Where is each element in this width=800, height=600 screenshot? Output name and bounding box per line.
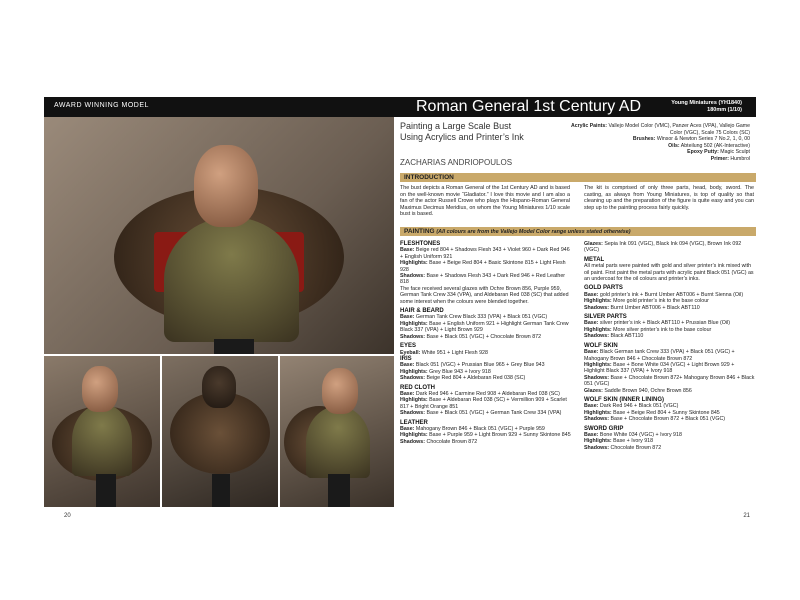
red-cloth-shadows: [400, 410, 572, 416]
armor-shape-3: [306, 406, 370, 478]
label-highlights: Highlights:: [584, 298, 614, 305]
label-shadows: Shadows:: [400, 273, 427, 280]
fleshtones-title: FLESHTONES: [400, 241, 441, 247]
award-label: AWARD WINNING MODEL: [54, 102, 149, 109]
label-highlights: Highlights:: [400, 320, 430, 327]
leather-title: LEATHER: [400, 419, 428, 426]
fleshtones-highlights-text: Base + Beige Red 804 + Basic Skintone 815 + Light Flesh 928: [400, 260, 566, 273]
wolf-inner-shadows-text: Base + Chocolate Brown 872 + Black 051 (VGC): [610, 416, 726, 423]
label-glazes: Glazes:: [584, 387, 605, 394]
materials-list: [560, 123, 750, 163]
red-cloth-shadows-text: Base + Black 051 (VGC) + German Tank Crew 334 (VPA): [426, 410, 562, 417]
iris-title: IRIS: [400, 355, 412, 362]
label-base: Base:: [400, 362, 416, 369]
left-page: [44, 97, 394, 527]
main-bust-photo: [44, 117, 394, 354]
materials-text-2: Winsor & Newton Series 7 No.2, 1, 0, 00: [655, 136, 750, 143]
hair-highlights: [400, 321, 572, 334]
label-shadows: Shadows:: [584, 304, 611, 311]
maker-info: [671, 100, 742, 114]
iris-shadows-text: Beige Red 804 + Aldebaran Red 038 (SC): [426, 375, 526, 382]
label-base: Base:: [584, 320, 600, 327]
glazes-text: Sepia Ink 091 (VGC), Black Ink 094 (VGC), Brown Ink 092 (VGC): [584, 241, 742, 254]
fleshtones-highlights: [400, 260, 572, 273]
iris-base-text: Black 051 (VGC) + Prussian Blue 965 + Grey Blue 943: [415, 362, 545, 369]
label-base: Base:: [584, 403, 600, 410]
subtitle-line-1: Painting a Large Scale Bust: [400, 121, 512, 131]
painting-left-column: [400, 238, 572, 445]
fleshtones-base: [400, 247, 572, 260]
materials-text-4: Magic Sculpt: [718, 149, 750, 156]
red-cloth-base-text: Dark Red 946 + Carmine Red 908 + Aldebaran Red 038 (SC): [415, 390, 560, 397]
wolf-base: [584, 349, 756, 362]
materials-label-5: Primer:: [710, 155, 729, 162]
gold-shadows-text: Burnt Umber ABT006 + Black ABT110: [610, 304, 700, 311]
eyes-eyeball-text: White 951 + Light Flesh 928: [421, 349, 488, 356]
materials-text-1: Vallejo Model Color (VMC), Panzer Aces (VPA), Vallejo Game Color (VGC), Scale 75 Colors (SC): [607, 123, 750, 136]
label-shadows: Shadows:: [400, 375, 427, 382]
magazine-spread: [44, 97, 756, 527]
head-shape-1: [82, 366, 118, 412]
painting-heading: PAINTING: [404, 228, 435, 235]
label-shadows: Shadows:: [400, 410, 427, 417]
intro-text-left: The bust depicts a Roman General of the 1st Century AD and is based on the well-known movie “Gladiator.” I love this movie and I am also a fan of the actor Russell Crowe who plays the Hispano-Roman General Maximus Decimus Meridius, on whom the Young Miniatures 1/10 scale bust is based.: [400, 185, 570, 218]
label-highlights: Highlights:: [400, 368, 430, 375]
materials-label-4: Epoxy Putty:: [687, 149, 719, 156]
fleshtones-base-text: Beige red 804 + Shadows Flesh 343 + Violet 960 + Dark Red 946 + English Uniform 921: [400, 247, 570, 260]
red-cloth-highlights-text: Base + Aldebaran Red 038 (SC) + Vermillion 909 + Scarlet 817 + Bright Orange 851: [400, 397, 567, 410]
wolf-inner-shadows: [584, 416, 756, 422]
metal-title: METAL: [584, 256, 605, 263]
label-base: Base:: [584, 349, 600, 356]
sword-grip-title: SWORD GRIP: [584, 425, 624, 432]
materials-line-2: [560, 136, 750, 143]
silver-title: SILVER PARTS: [584, 314, 627, 321]
wolf-glazes: [584, 388, 756, 394]
materials-label-3: Oils:: [668, 142, 680, 149]
maker-line-2: 180mm (1/10): [707, 107, 742, 113]
label-highlights: Highlights:: [584, 409, 614, 416]
header-bar: [44, 97, 756, 117]
wolf-highlights: [584, 362, 756, 375]
head-shape-3: [322, 368, 358, 414]
red-cloth-title: RED CLOTH: [400, 384, 435, 391]
head-shape: [194, 145, 258, 227]
label-glazes: Glazes:: [584, 241, 605, 247]
gold-highlights-text: More gold printer’s ink to the base colour: [613, 298, 709, 305]
materials-line-3: [560, 143, 750, 150]
wolf-shadows-text: Base + Chocolate Brown 872+ Mahogany Brown 846 + Black 051 (VGC): [584, 374, 755, 388]
hair-highlights-text: Base + English Uniform 921 + Highlight German Tank Crew Black 337 (VPA) + Light Brown 929: [400, 320, 569, 334]
bust-stand: [214, 339, 254, 354]
eyes-title: EYES: [400, 343, 417, 350]
label-shadows: Shadows:: [584, 444, 611, 451]
painting-note: (All colours are from the Vallejo Model Color range unless stated otherwise): [436, 229, 631, 235]
wolf-inner-highlights-text: Base + Beige Red 804 + Sunny Skintone 845: [613, 409, 720, 416]
article-subtitle: [400, 121, 524, 143]
iris-highlights-text: Grey Blue 943 + Ivory 918: [429, 368, 491, 375]
label-shadows: Shadows:: [400, 438, 427, 445]
label-base: Base:: [400, 425, 416, 432]
materials-line-5: [560, 156, 750, 163]
gold-title: GOLD PARTS: [584, 285, 623, 292]
author-name: ZACHARIAS ANDRIOPOULOS: [400, 158, 513, 167]
introduction-heading: INTRODUCTION: [404, 174, 454, 181]
stand-3: [328, 474, 350, 507]
maker-line-1: Young Miniatures (YH1840): [671, 100, 742, 106]
silver-shadows-text: Black ABT110: [610, 333, 644, 340]
iris-shadows: [400, 375, 572, 381]
label-highlights: Highlights:: [400, 397, 430, 404]
materials-text-3: Abteilung 502 (AK-Interactive): [679, 142, 750, 149]
wolf-inner-title: WOLF SKIN (INNER LINING): [584, 396, 664, 403]
red-cloth-highlights: [400, 397, 572, 410]
gold-shadows: [584, 305, 756, 311]
label-base: Base:: [584, 291, 600, 298]
label-highlights: Highlights:: [584, 361, 614, 368]
hair-shadows: [400, 334, 572, 340]
fleshtones-description: The face received several glazes with Ochre Brown 856, Purple 959, German Tank Crew 334 (VPA), and Aldebaran Red 038 (SC) that added some interest when the colours were blended together.: [400, 285, 569, 305]
metal-description: All metal parts were painted with gold and silver printer’s ink mixed with oil paint. First paint the metal parts with acrylic paint Black 051 (VGC) as an undercoat for the oil colours and printer’s inks.: [584, 263, 754, 283]
left-page-number: 20: [64, 513, 71, 519]
fleshtones-shadows-text: Base + Shadows Flesh 343 + Dark Red 946 + Red Leather 818: [400, 273, 566, 286]
materials-label-2: Brushes:: [632, 136, 656, 143]
wolf-glazes-text: Saddle Brown 940, Ochre Brown 856: [604, 387, 692, 394]
article-title: Roman General 1st Century AD: [416, 98, 641, 115]
label-shadows: Shadows:: [584, 374, 611, 381]
hair-base-text: German Tank Crew Black 333 (VPA) + Black 051 (VGC): [415, 314, 548, 321]
leather-base-text: Mahogany Brown 846 + Black 051 (VGC) + Purple 959: [415, 425, 545, 432]
sword-shadows-text: Chocolate Brown 872: [610, 444, 662, 451]
silver-highlights-text: More silver printer’s ink to the base colour: [613, 326, 712, 333]
fleshtones-shadows: [400, 273, 572, 286]
side-bust-photo-left: [44, 356, 160, 507]
sword-base-text: Bone White 034 (VGC) + Ivory 918: [599, 431, 682, 438]
label-eyeball: Eyeball:: [400, 349, 422, 356]
materials-text-5: Humbrol: [728, 155, 750, 162]
introduction-heading-bar: [400, 173, 756, 182]
painting-right-column: [584, 238, 756, 451]
right-page: [400, 97, 756, 527]
leather-shadows-text: Chocolate Brown 872: [426, 438, 478, 445]
materials-line-4: [560, 149, 750, 156]
wolf-inner-base-text: Dark Red 946 + Black 051 (VGC): [599, 403, 679, 410]
label-shadows: Shadows:: [584, 416, 611, 423]
stand-2: [212, 474, 230, 507]
right-page-number: 21: [743, 513, 750, 519]
stand-1: [96, 474, 116, 507]
silver-base-text: silver printer’s ink + Black ABT110 + Prussian Blue (Oil): [599, 320, 731, 327]
wolf-highlights-text: Base + Bone White 034 (VGC) + Light Brown 929 + Highlight Black 337 (VPA) + Ivory 918: [584, 361, 735, 375]
sword-shadows: [584, 445, 756, 451]
armor-shape-1: [72, 404, 132, 476]
armor-shape: [164, 217, 299, 342]
hair-shadows-text: Base + Black 051 (VGC) + Chocolate Brown 872: [426, 333, 542, 340]
wolf-base-text: Black German tank Crew 333 (VPA) + Black 051 (VGC) + Mahogany Brown 846 + Chocolate Brown 872: [584, 349, 735, 362]
silver-shadows: [584, 333, 756, 339]
painting-heading-wrap: [404, 228, 631, 235]
wolf-skin-title: WOLF SKIN: [584, 342, 618, 349]
label-highlights: Highlights:: [584, 438, 614, 445]
label-base: Base:: [400, 390, 416, 397]
back-bust-photo: [162, 356, 278, 507]
wolf-shadows: [584, 375, 756, 388]
sword-highlights-text: Base + Ivory 918: [613, 438, 654, 445]
leather-highlights-text: Base + Purple 959 + Light Brown 929 + Sunny Skintone 845: [429, 432, 571, 439]
label-base: Base:: [400, 247, 416, 254]
intro-text-right: The kit is comprised of only three parts, head, body, sword. The casting, as always from Young Miniatures, is top of quality so that cleaning up and the preparation of the figure is quite easy and you can step up to the painting process fairly quickly.: [584, 185, 754, 211]
label-base: Base:: [400, 314, 416, 321]
label-base: Base:: [584, 431, 600, 438]
label-highlights: Highlights:: [400, 432, 430, 439]
painting-heading-bar: [400, 227, 756, 236]
glazes-line: [584, 241, 756, 254]
head-shape-2: [202, 366, 236, 408]
side-bust-photo-right: [280, 356, 394, 507]
materials-line-1: [560, 123, 750, 136]
label-shadows: Shadows:: [400, 333, 427, 340]
label-shadows: Shadows:: [584, 333, 611, 340]
leather-shadows: [400, 439, 572, 445]
gold-base-text: gold printer’s ink + Burnt Umber ABT006 + Burnt Sienna (Oil): [599, 291, 744, 298]
label-highlights: Highlights:: [400, 260, 430, 267]
materials-label-1: Acrylic Paints:: [570, 123, 607, 129]
label-highlights: Highlights:: [584, 326, 614, 333]
subtitle-line-2: Using Acrylics and Printer’s Ink: [400, 132, 524, 142]
hair-title: HAIR & BEARD: [400, 308, 444, 315]
